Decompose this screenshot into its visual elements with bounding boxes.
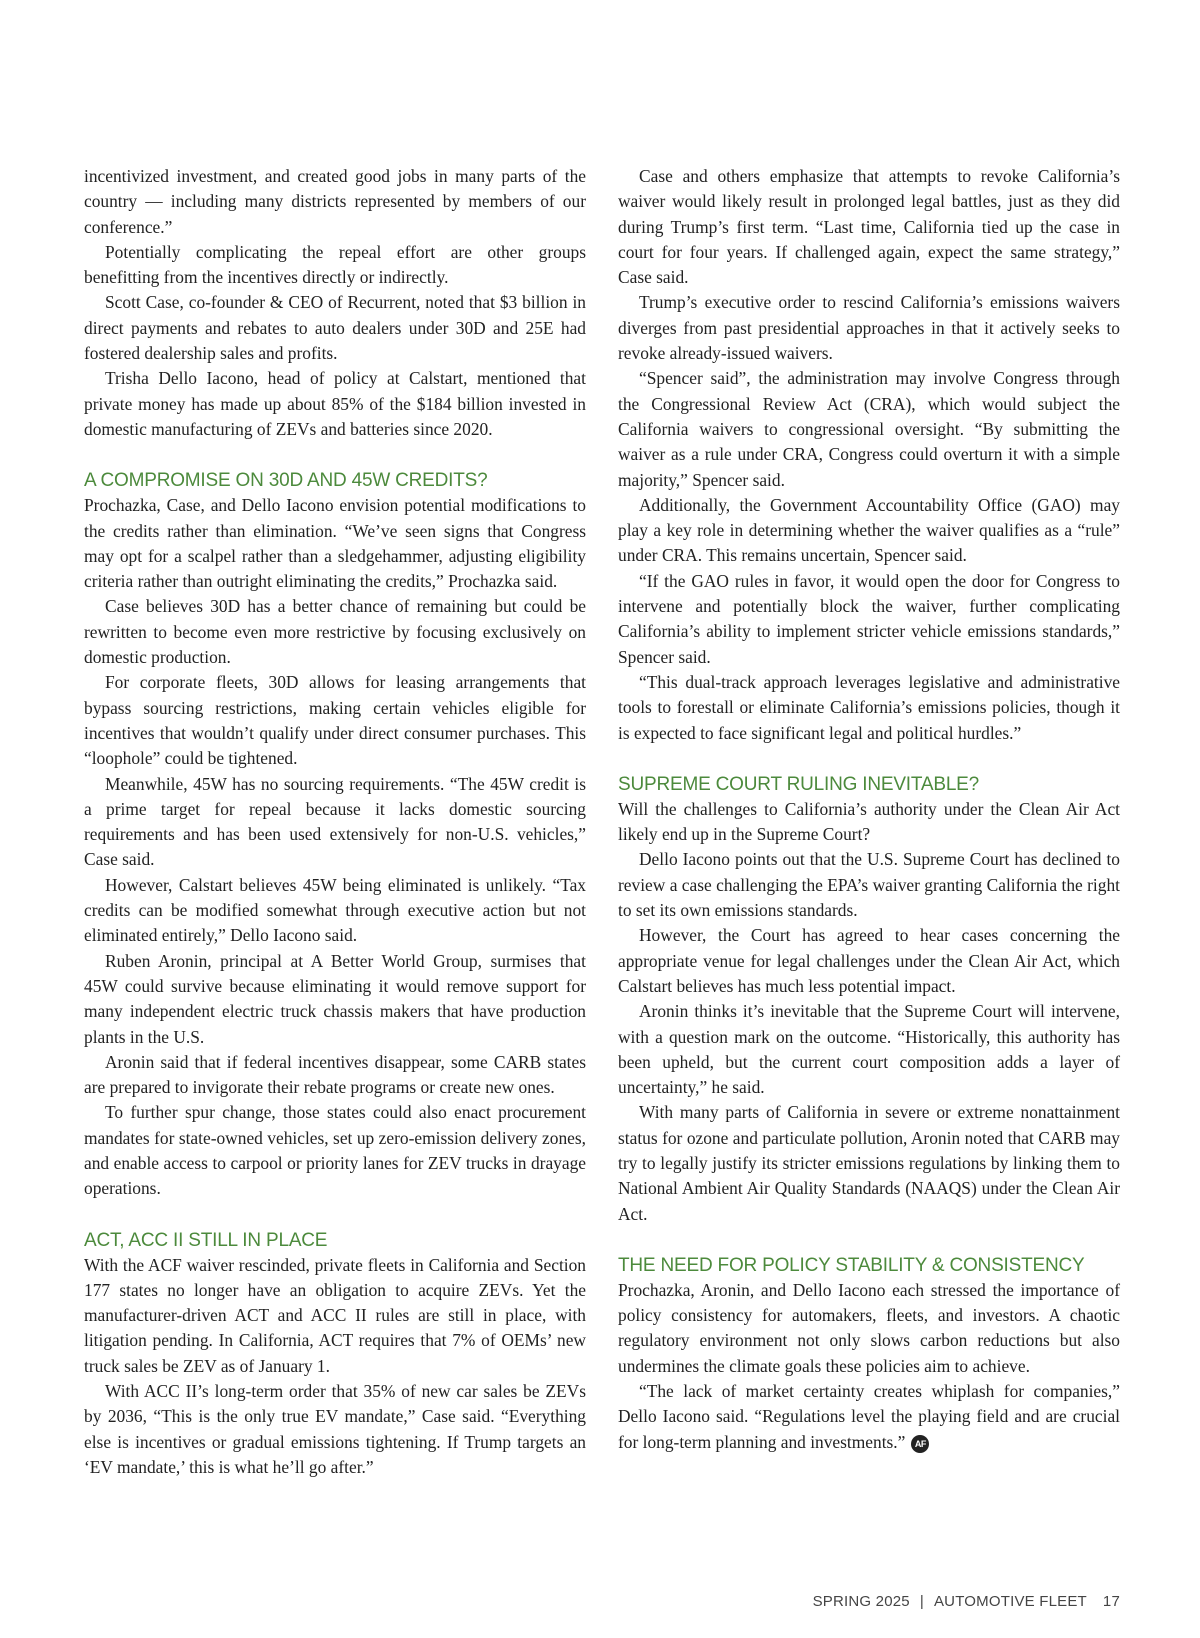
body-paragraph: Will the challenges to California’s authority under the Clean Air Act likely end up in the Supreme Court? bbox=[618, 798, 1120, 845]
body-paragraph: Aronin said that if federal incentives disappear, some CARB states are prepared to invigorate their rebate programs or create new ones. bbox=[84, 1051, 586, 1098]
body-paragraph: Trisha Dello Iacono, head of policy at Calstart, mentioned that private money has made up about 85% of the $184 billion invested in domestic manufacturing of ZEVs and batteries since 2020. bbox=[84, 368, 586, 439]
publication-name: AUTOMOTIVE FLEET bbox=[933, 1593, 1087, 1610]
last-paragraph bbox=[618, 1379, 1120, 1455]
body-paragraph: Potentially complicating the repeal effort are other groups benefitting from the incentives directly or indirectly. bbox=[84, 241, 586, 288]
issue-label: SPRING 2025 bbox=[812, 1593, 910, 1610]
section-heading: SUPREME COURT RULING INEVITABLE? bbox=[618, 773, 980, 795]
body-paragraph: With many parts of California in severe or extreme nonattainment status for ozone and particulate pollution, Aronin noted that CARB may try to legally justify its stricter emissions regulations by linking them to National Ambient Air Quality Standards (NAAQS) under the Clean Air Act. bbox=[618, 1102, 1120, 1224]
body-paragraph: However, the Court has agreed to hear cases concerning the appropriate venue for legal challenges under the Clean Air Act, which Calstart believes has much less potential impact. bbox=[618, 925, 1120, 996]
body-paragraph: However, Calstart believes 45W being eliminated is unlikely. “Tax credits can be modified somewhat through executive action but not eliminated entirely,” Dello Iacono said. bbox=[84, 874, 586, 946]
body-paragraph: Ruben Aronin, principal at A Better World Group, surmises that 45W could survive because eliminating it would remove support for many independent electric truck chassis makers that have production plants in the U.S. bbox=[84, 950, 586, 1047]
footer-separator: | bbox=[919, 1593, 924, 1610]
body-paragraph: Meanwhile, 45W has no sourcing requirements. “The 45W credit is a prime target for repeal because it lacks domestic sourcing requirements and has been used extensively for non-U.S. vehicles,” Case said. bbox=[84, 773, 586, 870]
page-number: 17 bbox=[1102, 1593, 1120, 1610]
body-paragraph: “Spencer said”, the administration may involve Congress through the Congressional Review Act (CRA), which would subject the California waivers to congressional oversight. “By submitting the waiver as a rule under CRA, Congress could overturn it with a simple majority,” Spencer said. bbox=[618, 368, 1120, 490]
right-column bbox=[618, 164, 1120, 1455]
section-heading: ACT, ACC II STILL IN PLACE bbox=[84, 1229, 328, 1251]
body-paragraph: Trump’s executive order to rescind California’s emissions waivers diverges from past presidential approaches in that it actively seeks to revoke already-issued waivers. bbox=[618, 292, 1120, 364]
body-paragraph: To further spur change, those states could also enact procurement mandates for state-owned vehicles, set up zero-emission delivery zones, and enable access to carpool or priority lanes for ZEV trucks in drayage operations. bbox=[84, 1102, 586, 1199]
body-paragraph: Additionally, the Government Accountability Office (GAO) may play a key role in determining whether the waiver qualifies as a “rule” under CRA. This remains uncertain, Spencer said. bbox=[618, 494, 1120, 566]
body-paragraph-text: “The lack of market certainty creates whiplash for companies,” Dello Iacono said. “Regulations level the playing field and are crucial for long-term planning and investments.” bbox=[618, 1381, 1120, 1452]
body-paragraph: “This dual-track approach leverages legislative and administrative tools to forestall or eliminate California’s emissions policies, though it is expected to face significant legal and political hurdles.” bbox=[618, 671, 1120, 743]
body-paragraph: For corporate fleets, 30D allows for leasing arrangements that bypass sourcing restrictions, making certain vehicles eligible for incentives that wouldn’t qualify under direct consumer purchases. This “loophole” could be tightened. bbox=[84, 672, 586, 769]
body-paragraph: Scott Case, co-founder & CEO of Recurrent, noted that $3 billion in direct payments and rebates to auto dealers under 30D and 25E had fostered dealership sales and profits. bbox=[84, 292, 586, 364]
body-paragraph: Prochazka, Aronin, and Dello Iacono each stressed the importance of policy consistency for automakers, fleets, and investors. A chaotic regulatory environment not only slows carbon reductions but also undermines the climate goals these policies aim to achieve. bbox=[618, 1279, 1120, 1376]
body-paragraph: “If the GAO rules in favor, it would open the door for Congress to intervene and potentially block the waiver, further complicating California’s ability to implement stricter vehicle emissions standards,” Spencer said. bbox=[618, 570, 1120, 667]
body-paragraph: Aronin thinks it’s inevitable that the Supreme Court will intervene, with a question mark on the outcome. “Historically, this authority has been upheld, but the current court composition adds a layer of uncertainty,” he said. bbox=[618, 1001, 1120, 1098]
end-mark-logo-icon: AF bbox=[911, 1435, 929, 1453]
body-paragraph: incentivized investment, and created good jobs in many parts of the country — including many districts represented by members of our conference.” bbox=[84, 166, 586, 237]
section-heading: A COMPROMISE ON 30D AND 45W CREDITS? bbox=[84, 470, 488, 492]
page-footer bbox=[813, 1593, 1120, 1610]
body-paragraph: Case and others emphasize that attempts to revoke California’s waiver would likely result in prolonged legal battles, just as they did during Trump’s first term. “Last time, California tied up the case in court for four years. If challenged again, expect the same strategy,” Case said. bbox=[618, 166, 1120, 288]
left-column bbox=[84, 164, 586, 1480]
section-heading: THE NEED FOR POLICY STABILITY & CONSISTENCY bbox=[618, 1254, 1085, 1276]
body-paragraph: Prochazka, Case, and Dello Iacono envision potential modifications to the credits rather than elimination. “We’ve seen signs that Congress may opt for a scalpel rather than a sledgehammer, adjusting eligibility criteria rather than outright eliminating the credits,” Prochazka said. bbox=[84, 495, 586, 592]
body-paragraph: With the ACF waiver rescinded, private fleets in California and Section 177 states no longer have an obligation to acquire ZEVs. Yet the manufacturer-driven ACT and ACC II rules are still in place, with litigation pending. In California, ACT requires that 7% of OEMs’ new truck sales be ZEV as of January 1. bbox=[84, 1254, 586, 1376]
body-paragraph: Case believes 30D has a better chance of remaining but could be rewritten to become even more restrictive by focusing exclusively on domestic production. bbox=[84, 596, 586, 668]
body-paragraph: Dello Iacono points out that the U.S. Supreme Court has declined to review a case challenging the EPA’s waiver granting California the right to set its own emissions standards. bbox=[618, 849, 1120, 921]
body-paragraph: With ACC II’s long-term order that 35% of new car sales be ZEVs by 2036, “This is the only true EV mandate,” Case said. “Everything else is incentives or gradual emissions tightening. If Trump targets an ‘EV mandate,’ this is what he’ll go after.” bbox=[84, 1381, 586, 1477]
